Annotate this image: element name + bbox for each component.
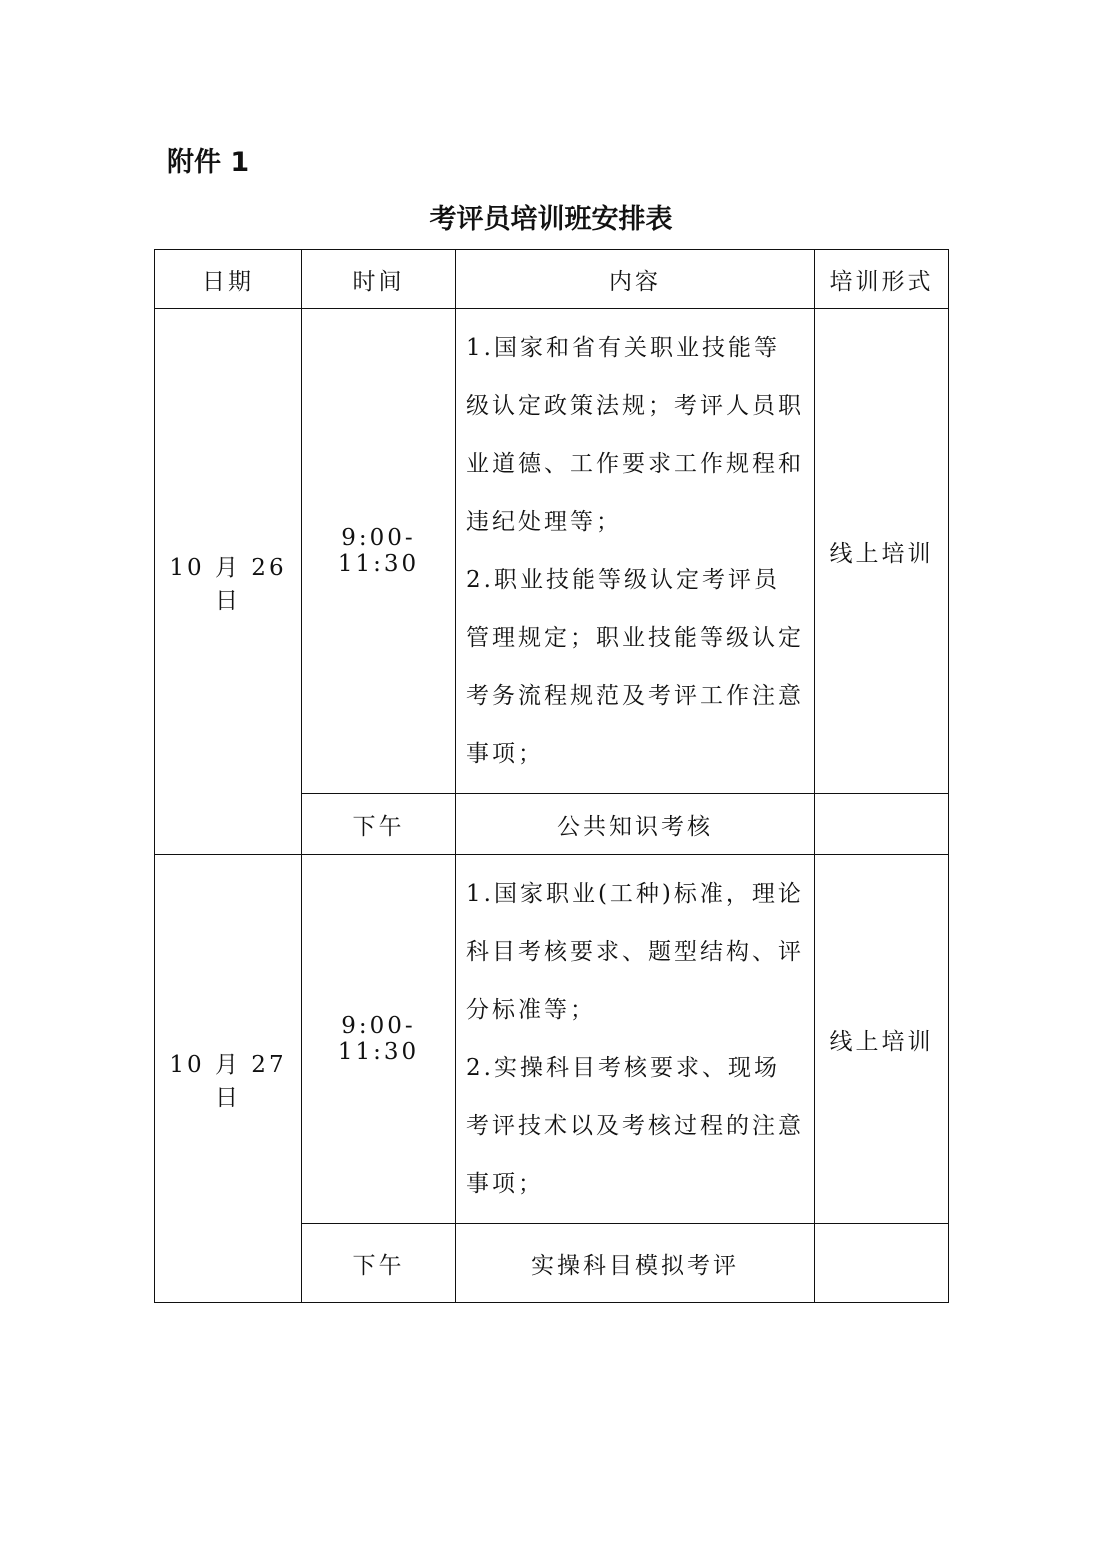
- content-cell: [456, 855, 815, 1224]
- date-cell: 10 月 27 日: [155, 855, 302, 1303]
- content-item: 2.职业技能等级认定考评员管理规定；职业技能等级认定考务流程规范及考评工作注意事项；: [466, 567, 804, 767]
- content-item: 1.国家和省有关职业技能等级认定政策法规；考评人员职业道德、工作要求工作规程和违纪处理等；: [466, 335, 804, 535]
- header-content: 内容: [456, 250, 815, 309]
- format-cell: [815, 794, 949, 855]
- table-row: [155, 855, 949, 1224]
- header-time: 时间: [302, 250, 456, 309]
- content-item: 1.国家职业(工种)标准，理论科目考核要求、题型结构、评分标准等；: [466, 881, 804, 1023]
- content-item: 2.实操科目考核要求、现场考评技术以及考核过程的注意事项；: [466, 1055, 804, 1197]
- format-cell: 线上培训: [815, 309, 949, 794]
- content-cell: [456, 309, 815, 794]
- format-cell: 线上培训: [815, 855, 949, 1224]
- table-header-row: [155, 250, 949, 309]
- time-cell: 下午: [302, 794, 456, 855]
- content-cell: 公共知识考核: [456, 794, 815, 855]
- format-cell: [815, 1224, 949, 1303]
- time-cell: 9:00-11:30: [302, 855, 456, 1224]
- date-cell: 10 月 26 日: [155, 309, 302, 855]
- attachment-label: 附件 1: [167, 147, 250, 178]
- page-title: 考评员培训班安排表: [429, 204, 673, 235]
- content-cell: 实操科目模拟考评: [456, 1224, 815, 1303]
- header-date: 日期: [155, 250, 302, 309]
- table-row: [155, 309, 949, 794]
- time-cell: 9:00-11:30: [302, 309, 456, 794]
- time-cell: 下午: [302, 1224, 456, 1303]
- header-format: 培训形式: [815, 250, 949, 309]
- schedule-table: [154, 249, 949, 1303]
